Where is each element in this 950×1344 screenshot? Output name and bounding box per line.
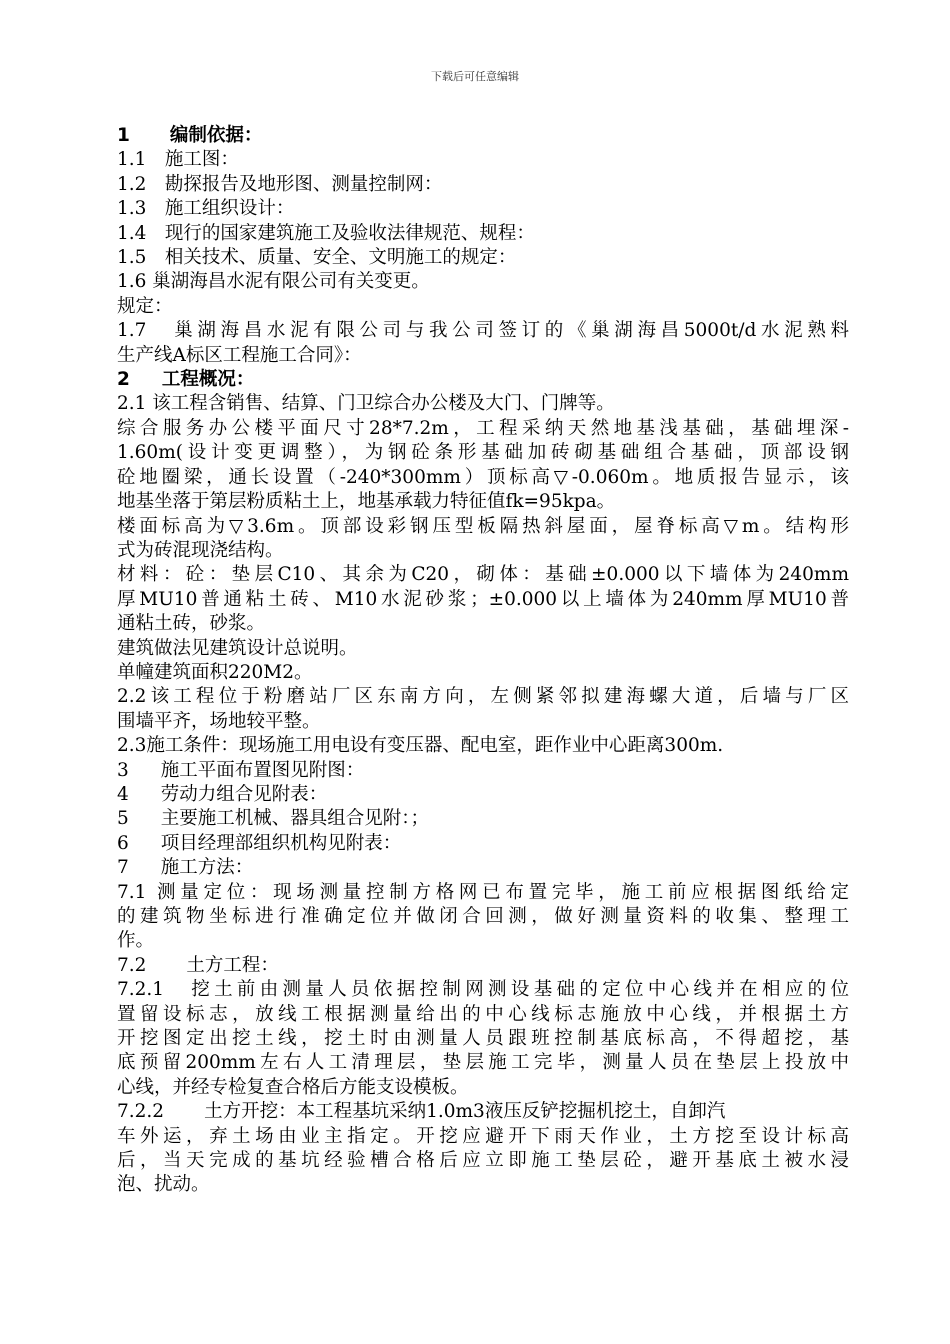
item-1-4: 1.4 现行的国家建筑施工及验收法律规范、规程：: [117, 222, 535, 244]
section-text: 项目经理部组织机构见附表：: [160, 832, 402, 854]
item-7-2-1-line-5: 心线，并经专检复查合格后方能支设模板。: [117, 1076, 469, 1098]
paragraph-5: 单幢建筑面积220M2。: [117, 661, 313, 683]
item-7-2-heading: [117, 954, 849, 978]
item-text: 土方开挖：本工程基坑采纳1.0m3液压反铲挖掘机挖土，自卸汽: [204, 1101, 726, 1123]
item-1-2: 1.2 勘探报告及地形图、测量控制网：: [117, 173, 443, 195]
paragraph-3-line-3: 通粘土砖，砂浆。: [117, 613, 266, 635]
section-number: 1: [117, 125, 130, 146]
item-2-2-line-1: 2.2该工程位于粉磨站厂区东南方向，左侧紧邻拟建海螺大道，后墙与厂区: [117, 686, 849, 708]
paragraph-3-line-2: 厚MU10普通粘土砖、M10水泥砂浆；±0.000以上墙体为240mm厚MU10普: [117, 588, 849, 610]
paragraph-3-line-1: 材料：砼：垫层C10、其余为C20，砌体：基础±0.000以下墙体为240mm: [117, 564, 849, 586]
section-text: 施工平面布置图见附图：: [160, 759, 365, 781]
item-2-1: 2.1 该工程含销售、结算、门卫综合办公楼及大门、门牌等。: [117, 393, 615, 415]
section-2-heading: [117, 368, 849, 392]
paragraph-2-line-2: 式为砖混现浇结构。: [117, 539, 284, 561]
item-1-6-continued: 规定：: [117, 295, 173, 317]
paragraph-1-line-1: 综合服务办公楼平面尺寸28*7.2m，工程采纳天然地基浅基础，基础埋深-: [117, 417, 849, 439]
item-number: 7.2: [117, 954, 147, 976]
item-2-2-line-2: 围墙平齐，场地较平整。: [117, 710, 321, 732]
paragraph-1-line-3: 砼地圈梁，通长设置（-240*300mm）顶标高▽-0.060m。地质报告显示，该: [117, 466, 849, 488]
section-3: [117, 759, 849, 783]
section-number: 2: [117, 369, 130, 391]
section-text: 施工方法：: [160, 857, 254, 879]
item-text: 土方工程：: [186, 954, 279, 976]
section-number: 7: [117, 857, 129, 879]
section-title: 工程概况：: [161, 369, 255, 391]
item-7-2-1-line-1: 7.2.1 挖土前由测量人员依据控制网测设基础的定位中心线并在相应的位: [117, 979, 849, 1001]
item-2-3: 2.3施工条件：现场施工用电设有变压器、配电室，距作业中心距离300m.: [117, 735, 724, 757]
paragraph-1-line-2: 1.60m(设计变更调整），为钢砼条形基础加砖砌基础组合基础，顶部设钢: [117, 442, 849, 464]
document-body: [117, 124, 849, 1198]
section-4: [117, 783, 849, 807]
section-number: 6: [117, 832, 129, 854]
paragraph-4: 建筑做法见建筑设计总说明。: [117, 637, 358, 659]
section-5: [117, 807, 849, 831]
section-title: 编制依据：: [169, 125, 263, 146]
item-7-2-1-line-2: 置留设标志，放线工根据测量给出的中心线标志施放中心线，并根据土方: [117, 1003, 849, 1025]
paragraph-2-line-1: 楼面标高为▽3.6m。顶部设彩钢压型板隔热斜屋面，屋脊标高▽m。结构形: [117, 515, 849, 537]
item-7-2-2-line-1: [117, 1100, 849, 1124]
item-1-6: 1.6 巢湖海昌水泥有限公司有关变更。: [117, 271, 430, 293]
item-1-3: 1.3 施工组织设计：: [117, 198, 295, 220]
section-text: 主要施工机械、器具组合见附：；: [160, 808, 430, 830]
section-1-heading: [117, 124, 849, 148]
section-number: 4: [117, 783, 129, 805]
item-7-2-1-line-4: 底预留200mm左右人工清理层，垫层施工完毕，测量人员在垫层上投放中: [117, 1052, 849, 1074]
section-7: [117, 856, 849, 880]
item-7-2-2-line-2: 车外运，弃土场由业主指定。开挖应避开下雨天作业，土方挖至设计标高: [117, 1125, 849, 1147]
section-6: [117, 832, 849, 856]
paragraph-1-line-4: 地基坐落于第层粉质粘土上，地基承载力特征值fk=95kpa。: [117, 491, 616, 513]
item-7-2-2-line-4: 泡、扰动。: [117, 1174, 210, 1196]
item-1-7-line-1: 1.7 巢湖海昌水泥有限公司与我公司签订的《巢湖海昌5000t/d水泥熟料: [117, 320, 849, 342]
section-text: 劳动力组合见附表：: [160, 783, 328, 805]
item-1-1: 1.1 施工图：: [117, 149, 239, 171]
item-7-1-line-1: 7.1 测量定位：现场测量控制方格网已布置完毕，施工前应根据图纸给定: [117, 881, 849, 903]
page-header-note: 下载后可任意编辑: [431, 70, 519, 83]
item-7-1-line-3: 作。: [117, 930, 155, 952]
item-7-2-2-line-3: 后，当天完成的基坑经验槽合格后应立即施工垫层砼，避开基底土被水浸: [117, 1150, 849, 1172]
item-number: 7.2.2: [117, 1101, 165, 1123]
section-number: 3: [117, 759, 129, 781]
item-1-7-line-2: 生产线A标区工程施工合同》：: [117, 344, 362, 366]
item-7-1-line-2: 的建筑物坐标进行准确定位并做闭合回测，做好测量资料的收集、整理工: [117, 906, 849, 927]
item-7-2-1-line-3: 开挖图定出挖土线，挖土时由测量人员跟班控制基底标高，不得超挖，基: [117, 1028, 849, 1050]
section-number: 5: [117, 808, 129, 830]
item-1-5: 1.5 相关技术、质量、安全、文明施工的规定：: [117, 247, 517, 269]
